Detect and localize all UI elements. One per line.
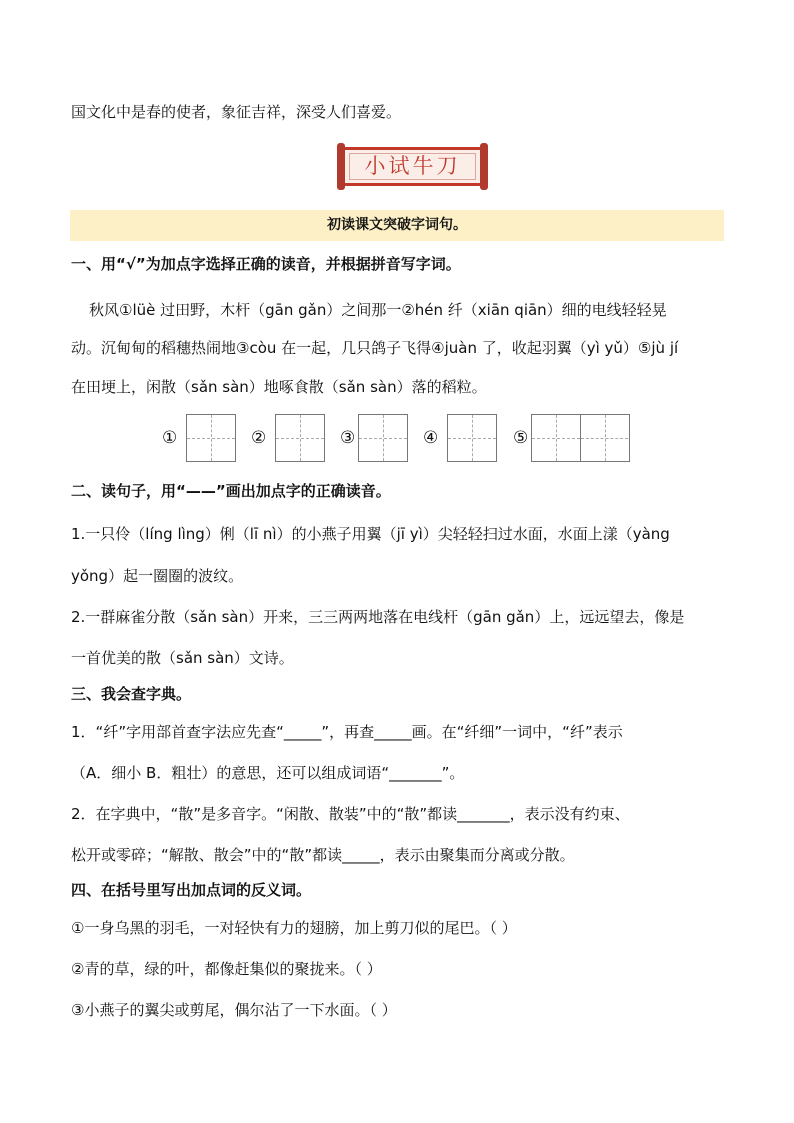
writing-grid-3[interactable] [358,414,408,462]
q1-passage-line-2: 动。沉甸甸的稻穗热闹地③còu 在一起，几只鸽子飞得④juàn 了，收起羽翼（yì yǔ）⑤jù jí [71,339,679,357]
q4-line-1: ①一身乌黑的羽毛，一对轻快有力的翅膀，加上剪刀似的尾巴。（ ） [71,919,517,937]
q2-line-1: 1.一只伶（líng lìng）俐（lī nì）的小燕子用翼（jī yì）尖轻轻扫过水面，水面上漾（yàng [71,525,670,543]
box-label-3: ③ [340,428,356,448]
q3-line-1: 1．“纤”字用部首查字法应先查“_____”，再查_____画。在“纤细”一词中，“纤”表示 [71,723,623,741]
q4-line-2: ②青的草，绿的叶，都像赶集似的聚拢来。（ ） [71,960,382,978]
box-label-5: ⑤ [513,428,529,448]
writing-grid-1[interactable] [186,414,236,462]
scroll-cap-left [337,143,345,190]
q4-line-3: ③小燕子的翼尖或剪尾，偶尔沾了一下水面。（ ） [71,1001,397,1019]
writing-grid-5[interactable] [531,414,630,462]
q3-heading: 三、我会查字典。 [71,685,192,703]
box-label-2: ② [251,428,267,448]
q2-line-2: yǒng）起一圈圈的波纹。 [71,567,244,585]
section-strip-title: 初读课文突破字词句。 [70,210,724,241]
q1-heading: 一、用“√”为加点字选择正确的读音，并根据拼音写字词。 [71,255,461,273]
section-banner [337,143,488,190]
writing-grid-4[interactable] [447,414,497,462]
scroll-cap-right [480,143,488,190]
q2-line-3: 2.一群麻雀分散（sǎn sàn）开来，三三两两地落在电线杆（gān gǎn）上，远远望去，像是 [71,608,685,626]
writing-grid-2[interactable] [275,414,325,462]
q2-heading: 二、读句子，用“——”画出加点字的正确读音。 [71,482,391,500]
q3-line-3: 2．在字典中，“散”是多音字。“闲散、散装”中的“散”都读_______，表示没有约束、 [71,805,630,823]
box-label-1: ① [162,428,178,448]
q1-passage-line-3: 在田埂上，闲散（sǎn sàn）地啄食散（sǎn sàn）落的稻粒。 [71,378,487,396]
box-label-4: ④ [423,428,439,448]
q3-line-2: （A．细小 B．粗壮）的意思，还可以组成词语“_______”。 [71,764,465,782]
q4-heading: 四、在括号里写出加点词的反义词。 [71,881,312,899]
q3-line-4: 松开或零碎；“解散、散会”中的“散”都读_____，表示由聚集而分离或分散。 [71,846,575,864]
paragraph-continuation: 国文化中是春的使者，象征吉祥，深受人们喜爱。 [71,103,402,121]
banner-title: 小试牛刀 [364,154,461,178]
q1-passage-line-1: 秋风①lüè 过田野，木杆（gān gǎn）之间那一②hén 纤（xiān qiān）细的电线轻轻晃 [89,301,667,319]
q2-line-4: 一首优美的散（sǎn sàn）文诗。 [71,649,294,667]
